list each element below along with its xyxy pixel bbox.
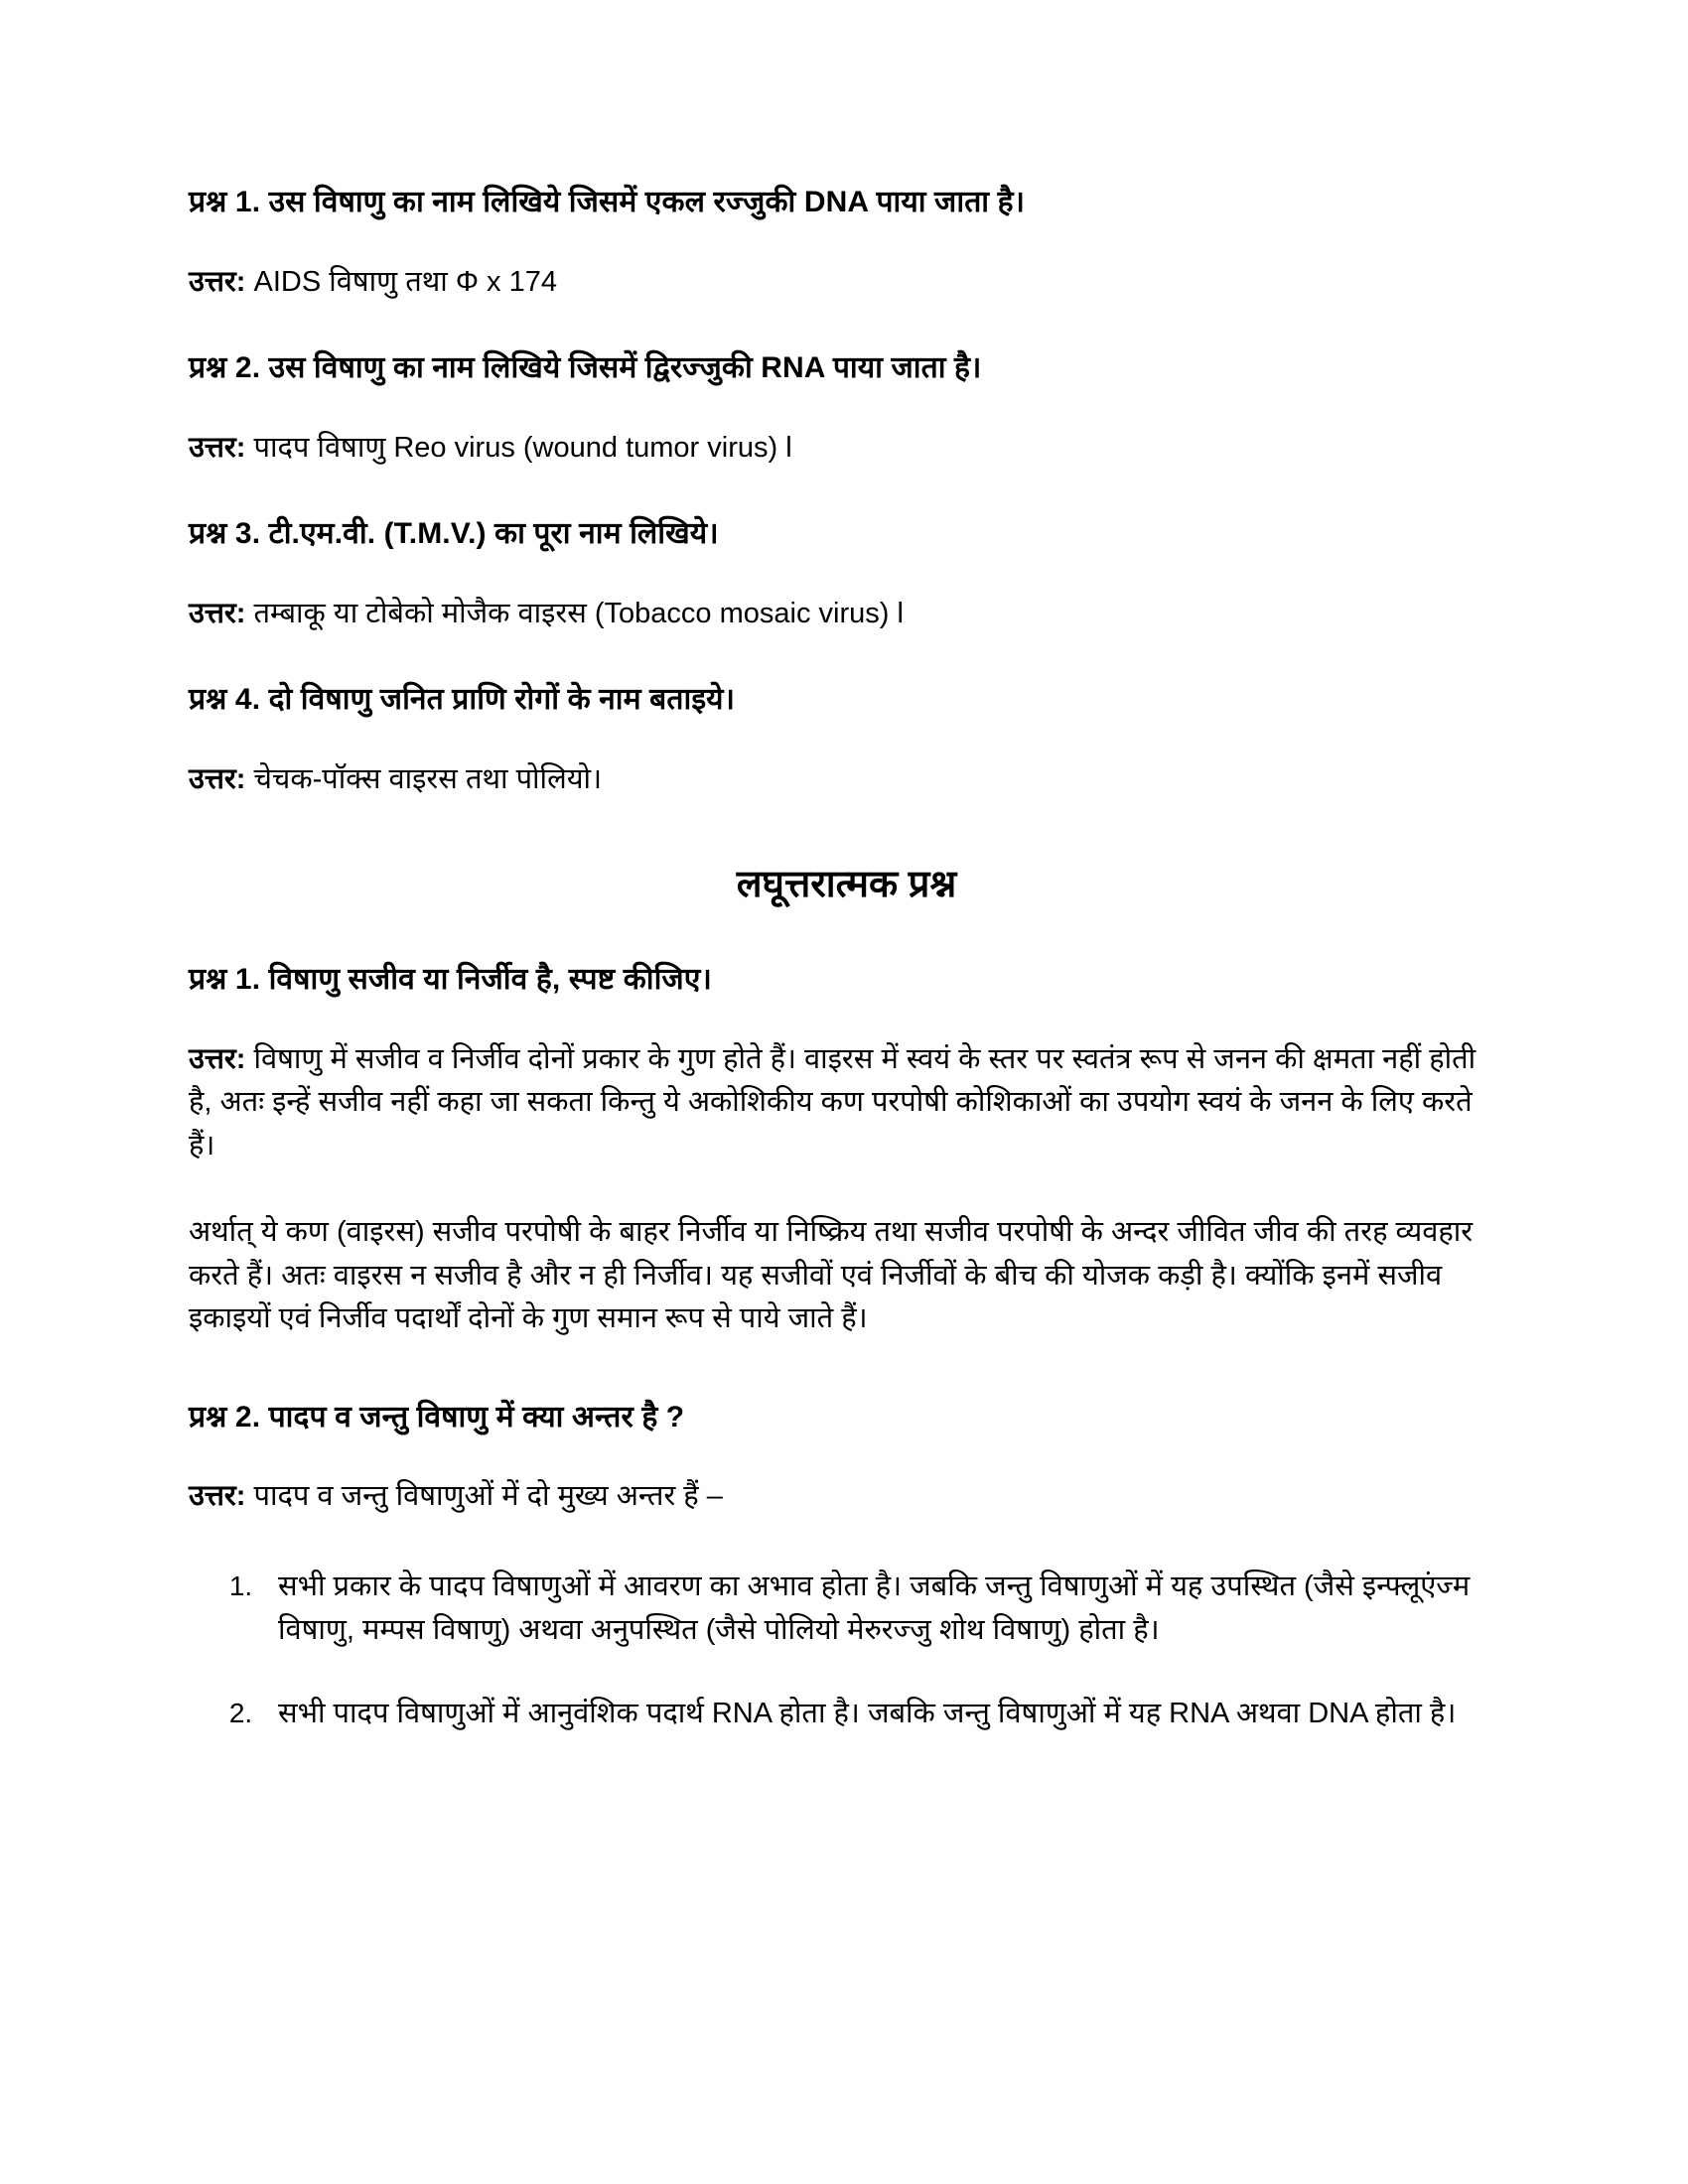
question-1-short-answer: प्रश्न 1. विषाणु सजीव या निर्जीव है, स्पष्ट कीजिए। [189,963,712,997]
list-item: 1. सभी प्रकार के पादप विषाणुओं में आवरण का अभाव होता है। जबकि जन्तु विषाणुओं में यह उपस्थित (जैसे इन्फ्लूएंज्म विषाणु, मम्पस विषाणु) अथवा अनुपस्थित (जैसे पोलियो मेरुरज्जु शोथ विषाणु) होता है। [260,1565,1504,1652]
question-2-short-answer: प्रश्न 2. पादप व जन्तु विषाणु में क्या अन्तर है ? [189,1400,685,1433]
answer-3-very-short [189,593,1504,636]
answer-label: उत्तर: [189,762,246,795]
answer-label: उत्तर: [189,431,246,464]
list-item: 2. सभी पादप विषाणुओं में आनुवंशिक पदार्थ RNA होता है। जबकि जन्तु विषाणुओं में यह RNA अथवा DNA होता है। [260,1692,1504,1735]
answer-2-list [189,1565,1504,1735]
answer-text: तम्बाकू या टोबेको मोजैक वाइरस (Tobacco mosaic virus) l [253,597,904,629]
answer-2-intro [189,1475,1504,1519]
answer-text: चेचक-पॉक्स वाइरस तथा पोलियो। [253,762,603,795]
answer-label: उत्तर: [189,1042,246,1075]
question-3-very-short: प्रश्न 3. टी.एम.वी. (T.M.V.) का पूरा नाम लिखिये। [189,517,719,550]
answer-text: पादप व जन्तु विषाणुओं में दो मुख्य अन्तर हैं – [253,1480,723,1513]
question-2-very-short: प्रश्न 2. उस विषाणु का नाम लिखिये जिसमें द्विरज्जुकी RNA पाया जाता है। [189,351,982,384]
answer-label: उत्तर: [189,265,246,298]
answer-label: उत्तर: [189,597,246,629]
answer-text: पादप विषाणु Reo virus (wound tumor virus) l [253,431,792,464]
question-1-very-short: प्रश्न 1. उस विषाणु का नाम लिखिये जिसमें एकल रज्जुकी DNA पाया जाता है। [189,186,1026,218]
answer-label: उत्तर: [189,1480,246,1513]
question-4-very-short: प्रश्न 4. दो विषाणु जनित प्राणि रोगों के नाम बताइये। [189,683,736,716]
answer-4-very-short [189,758,1504,802]
answer-2-very-short [189,427,1504,471]
answer-text: विषाणु में सजीव व निर्जीव दोनों प्रकार के गुण होते हैं। वाइरस में स्वयं के स्तर पर स्वतंत्र रूप से जनन की क्षमता नहीं होती है, अतः इन्हें सजीव नहीं कहा जा सकता किन्तु ये अकोशिकीय कण परपोषी कोशिकाओं का उपयोग स्वयं के जनन के लिए करते हैं। [189,1042,1477,1161]
answer-1-paragraph-2: अर्थात् ये कण (वाइरस) सजीव परपोषी के बाहर निर्जीव या निष्क्रिय तथा सजीव परपोषी के अन्दर जीवित जीव की तरह व्यवहार करते हैं। अतः वाइरस न सजीव है और न ही निर्जीव। यह सजीवों एवं निर्जीवों के बीच की योजक कड़ी है। क्योंकि इनमें सजीव इकाइयों एवं निर्जीव पदार्थों दोनों के गुण समान रूप से पाये जाते हैं। [189,1216,1474,1335]
answer-text: AIDS विषाणु तथा Φ x 174 [253,265,557,298]
answer-1-very-short [189,261,1504,305]
answer-1-paragraph-1 [189,1038,1504,1168]
section-heading-short-answer: लघूत्तरात्मक प्रश्न [736,864,957,905]
